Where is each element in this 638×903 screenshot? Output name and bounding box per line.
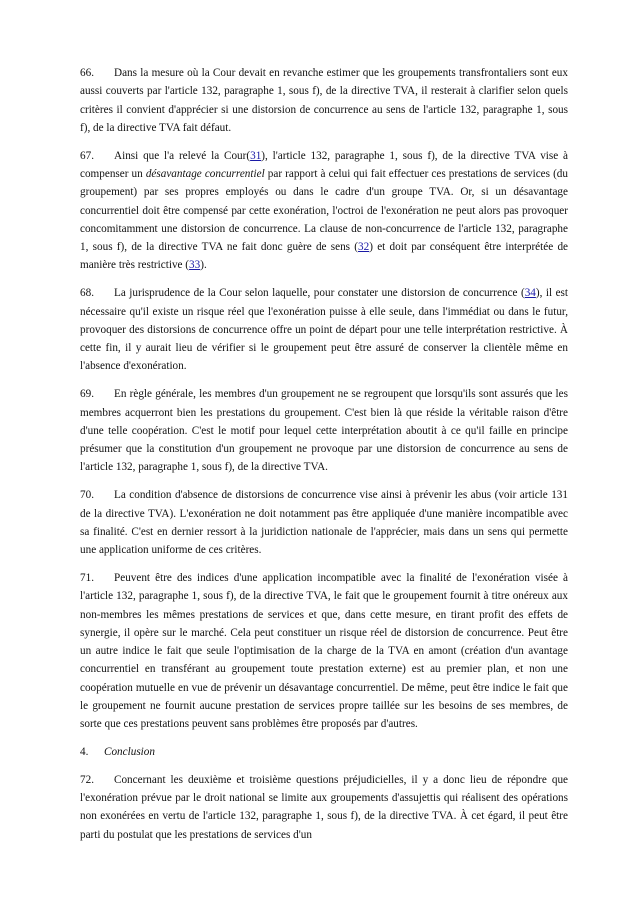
paragraph-70 [80,486,568,559]
emphasis-text: désavantage concurrentiel [145,167,265,180]
paragraph-text: Concernant les deuxième et troisième questions préjudicielles, il y a donc lieu de répondre que l'exonération prévue par le droit national se limite aux groupements d'assujettis qui réalisent des opérations non exonérées en vertu de l'article 132, paragraphe 1, sous f), de la directive TVA. À cet égard, il peut être parti du postulat que les prestations de services d'un [80,773,568,841]
paragraph-67 [80,147,568,275]
paragraph-text: ), il est nécessaire qu'il existe un risque réel que l'exonération puisse à elle seule, dans l'immédiat ou dans le futur, provoquer des distorsions de concurrence offre un point de départ pour une telle interprétation restrictive. À cette fin, il y aurait lieu de vérifier si le groupement peut être assuré de conserver la clientèle même en l'absence d'exonération. [80,287,568,373]
paragraph-text: Ainsi que l'a relevé la Cour( [114,149,251,162]
paragraph-number: 67. [80,149,94,162]
paragraph-text: Dans la mesure où la Cour devait en revanche estimer que les groupements transfrontaliers sont eux aussi couverts par l'article 132, paragraphe 1, sous f), de la directive TVA, il resterait à clarifier selon quels critères il convient d'apprécier si une distorsion de concurrence au sens de l'article 132, paragraphe 1, sous f), de la directive TVA fait défaut. [80,67,568,134]
paragraph-number: 66. [80,67,94,79]
paragraph-68 [80,284,568,375]
paragraph-text: ). [200,259,207,272]
footnote-link-33[interactable]: 33 [189,259,201,272]
paragraph-69 [80,385,568,476]
paragraph-66 [80,64,568,137]
section-title: Conclusion [104,746,155,759]
paragraph-71 [80,569,568,734]
paragraph-text: Peuvent être des indices d'une application incompatible avec la finalité de l'exonération visée à l'article 132, paragraphe 1, sous f), de la directive TVA, le fait que le groupement fournit à titre onéreux aux non-membres les mêmes prestations de services et que, dans cette mesure, en tirant profit des effets de synergie, il opère sur le marché. Cela peut constituer un risque réel de distorsion de concurrence. Peut être un autre indice le fait que seule l'optimisation de la charge de la TVA en amont (création d'un avantage concurrentiel en transférant au groupement toute prestation externe) est au premier plan, et non une coopération mutuelle en vue de prévenir un désavantage concurrentiel. De même, peut être indice le fait que le groupement ne fournit aucune prestation de services propre taillée sur les besoins de ses membres, de sorte que ces prestations peuvent sans problèmes être proposés par d'autres. [80,571,568,731]
paragraph-number: 72. [80,773,94,786]
paragraph-number: 70. [80,489,94,502]
paragraph-text: ) et doit par conséquent être interprétée de manière très restrictive ( [80,241,569,272]
footnote-link-34[interactable]: 34 [524,287,536,300]
paragraph-number: 68. [80,287,94,300]
paragraph-text: La jurisprudence de la Cour selon laquelle, pour constater une distorsion de concurrence ( [114,287,525,300]
paragraph-number: 71. [80,571,94,584]
footnote-link-32[interactable]: 32 [358,241,370,254]
paragraph-text: La condition d'absence de distorsions de concurrence vise ainsi à prévenir les abus (voir article 131 de la directive TVA). L'exonération ne doit notamment pas être appliquée d'une manière incompatible avec sa finalité. C'est en dernier ressort à la juridiction nationale de l'apprécier, mais dans un sens qui permette une application uniforme de ces critères. [80,489,568,557]
paragraph-text: par rapport à celui qui fait effectuer ces prestations de services (du groupement) par ses propres employés ou dans le cadre d'un groupe TVA. Or, si un désavantage concurrentiel doit être compensé par cette exonération, l'octroi de l'exonération ne peut alors pas provoquer concomitamment une distorsion de concurrence. La clause de non-concurrence de l'article 132, paragraphe 1, sous f), de la directive TVA ne fait donc guère de sens ( [80,167,568,254]
paragraph-text: En règle générale, les membres d'un groupement ne se regroupent que lorsqu'ils sont assurés que les membres acquerront bien les prestations du groupement. C'est bien là que réside la véritable raison d'être d'une telle coopération. C'est le motif pour lequel cette interprétation aboutit à ce qu'il faille en principe présumer que la constitution d'un groupement ne provoque par une distorsion de concurrence au sens de l'article 132, paragraphe 1, sous f), de la directive TVA. [80,388,568,474]
paragraph-text: ), l'article 132, paragraphe 1, sous f), de la directive TVA vise à compenser un [80,149,568,180]
paragraph-72 [80,771,568,844]
section-number: 4. [80,746,89,759]
paragraph-number: 69. [80,388,94,401]
section-heading [80,743,568,761]
footnote-link-31[interactable]: 31 [250,149,262,162]
document-body [80,64,568,854]
